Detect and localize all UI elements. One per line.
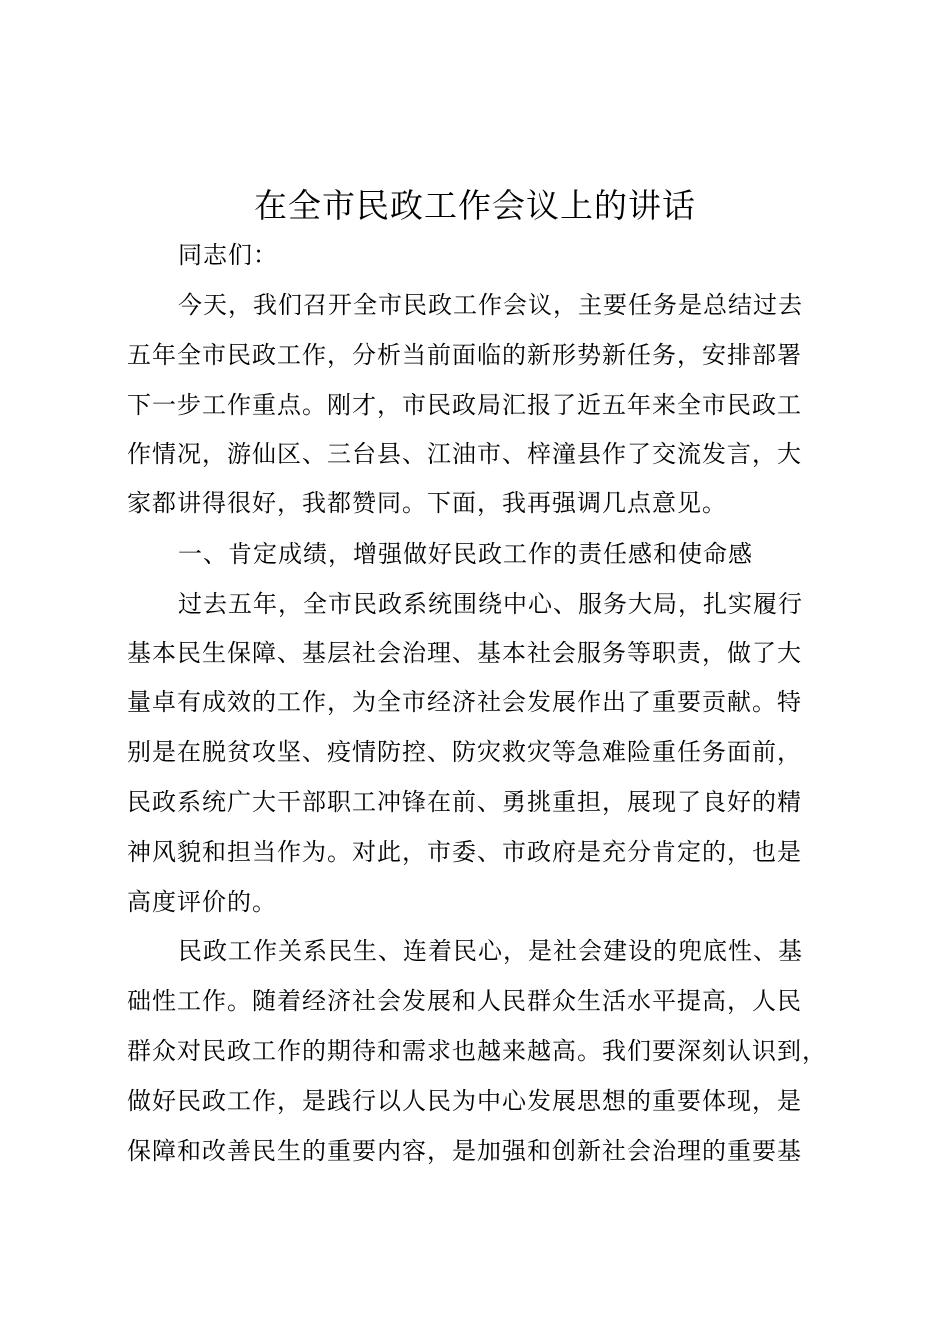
paragraph-3-line-2: 础性工作。随着经济社会发展和人民群众生活水平提高，人民 bbox=[127, 987, 802, 1015]
salutation: 同志们： bbox=[178, 241, 278, 269]
paragraph-1-line-1: 今天，我们召开全市民政工作会议，主要任务是总结过去 bbox=[178, 291, 803, 319]
paragraph-2-line-7: 高度评价的。 bbox=[127, 888, 277, 916]
paragraph-3-line-4: 做好民政工作，是践行以人民为中心发展思想的重要体现，是 bbox=[127, 1087, 802, 1115]
section-1-heading: 一、肯定成绩，增强做好民政工作的责任感和使命感 bbox=[178, 540, 753, 568]
paragraph-2-line-4: 别是在脱贫攻坚、疫情防控、防灾救灾等急难险重任务面前， bbox=[127, 738, 802, 766]
paragraph-2-line-3: 量卓有成效的工作，为全市经济社会发展作出了重要贡献。特 bbox=[127, 688, 802, 716]
paragraph-3-line-3: 群众对民政工作的期待和需求也越来越高。我们要深刻认识到， bbox=[127, 1037, 827, 1065]
paragraph-1-line-2: 五年全市民政工作，分析当前面临的新形势新任务，安排部署 bbox=[127, 341, 802, 369]
paragraph-2-line-1: 过去五年，全市民政系统围绕中心、服务大局，扎实履行 bbox=[178, 590, 803, 618]
document-title: 在全市民政工作会议上的讲话 bbox=[254, 186, 696, 225]
paragraph-2-line-2: 基本民生保障、基层社会治理、基本社会服务等职责，做了大 bbox=[127, 639, 802, 667]
paragraph-3-line-1: 民政工作关系民生、连着民心，是社会建设的兜底性、基 bbox=[178, 937, 803, 965]
paragraph-2-line-6: 神风貌和担当作为。对此，市委、市政府是充分肯定的，也是 bbox=[127, 838, 802, 866]
paragraph-3-line-5: 保障和改善民生的重要内容，是加强和创新社会治理的重要基 bbox=[127, 1137, 802, 1165]
paragraph-1-line-3: 下一步工作重点。刚才，市民政局汇报了近五年来全市民政工 bbox=[127, 391, 802, 419]
paragraph-1-line-5: 家都讲得很好，我都赞同。下面，我再强调几点意见。 bbox=[127, 489, 727, 517]
paragraph-1-line-4: 作情况，游仙区、三台县、江油市、梓潼县作了交流发言，大 bbox=[127, 440, 802, 468]
paragraph-2-line-5: 民政系统广大干部职工冲锋在前、勇挑重担，展现了良好的精 bbox=[127, 788, 802, 816]
